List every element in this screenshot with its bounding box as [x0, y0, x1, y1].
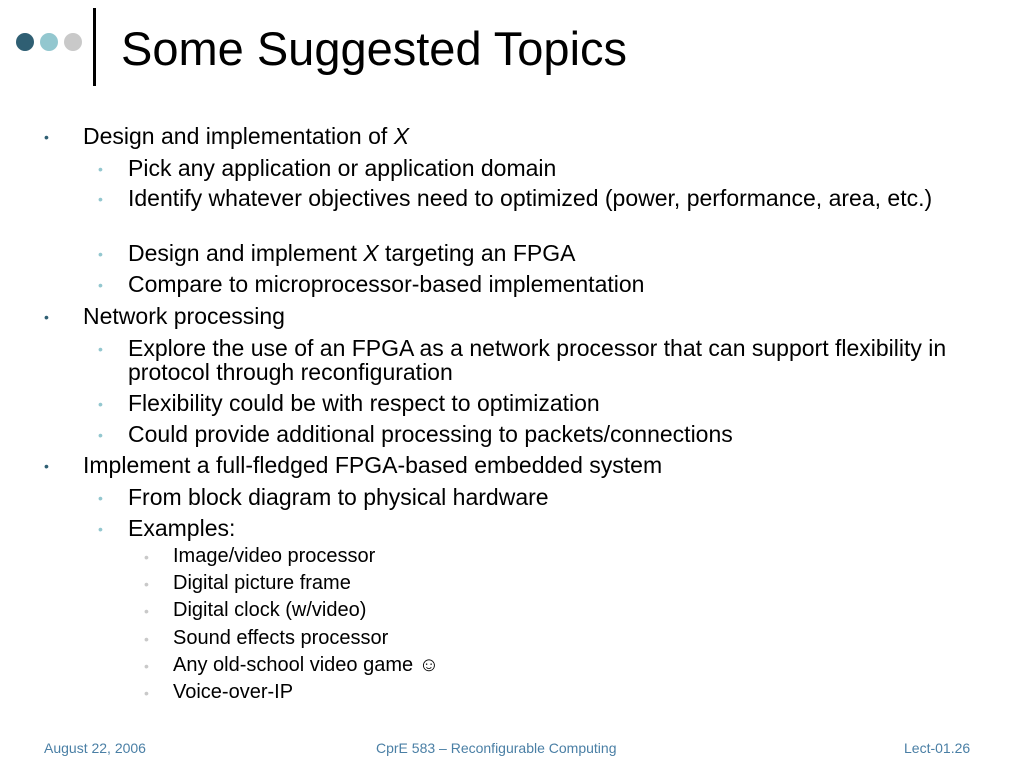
- sub-bullet-text: Design and implement: [128, 240, 364, 266]
- sub-bullet-text: From block diagram to physical hardware: [128, 484, 549, 510]
- footer-page-number: Lect-01.26: [904, 740, 971, 756]
- example-text: Image/video processor: [173, 545, 376, 567]
- sub-bullet-icon: •: [98, 427, 103, 443]
- sub-bullet-text: Identify whatever objectives need to optimized (power, performance, area, etc.): [128, 185, 933, 211]
- example-text: Digital clock (w/video): [173, 599, 367, 621]
- example-item: [144, 572, 351, 594]
- bullet-text: Network processing: [83, 303, 285, 329]
- example-item: [144, 545, 376, 567]
- sub-bullet-icon: •: [98, 490, 103, 506]
- sub-bullet-text: Pick any application or application domain: [128, 155, 557, 181]
- sub-bullet-icon: •: [98, 341, 103, 357]
- example-bullet-icon: •: [144, 549, 149, 565]
- sub-bullet-text-tail: targeting an FPGA: [378, 240, 576, 266]
- bullet-embedded-system: [44, 452, 663, 478]
- example-item: [144, 654, 440, 676]
- example-bullet-icon: •: [144, 576, 149, 592]
- sub-bullet-icon: •: [98, 277, 103, 293]
- example-text: Sound effects processor: [173, 627, 389, 649]
- sub-bullet-icon: •: [98, 191, 103, 207]
- sub-bullet: [98, 335, 978, 385]
- footer-course: CprE 583 – Reconfigurable Computing: [376, 740, 617, 756]
- example-item: [144, 627, 389, 649]
- bullet-icon: •: [44, 309, 49, 325]
- example-bullet-icon: •: [144, 685, 149, 701]
- sub-bullet-text: Compare to microprocessor-based implementation: [128, 271, 645, 297]
- sub-bullet-text: Explore the use of an FPGA as a network processor that can support flexibility in protocol through reconfiguration: [128, 335, 947, 385]
- bullet-design-implementation: [44, 123, 410, 149]
- sub-bullet-text: Flexibility could be with respect to optimization: [128, 390, 600, 416]
- example-text: Digital picture frame: [173, 572, 351, 594]
- footer-date: August 22, 2006: [44, 740, 146, 756]
- sub-bullet: [98, 484, 549, 510]
- example-text: Any old-school video game ☺: [173, 654, 440, 676]
- sub-bullet-text: Could provide additional processing to packets/connections: [128, 421, 733, 447]
- example-bullet-icon: •: [144, 631, 149, 647]
- bullet-text-variable: X: [393, 123, 410, 149]
- example-item: [144, 599, 367, 621]
- bullet-text: Design and implementation of: [83, 123, 394, 149]
- sub-bullet-icon: •: [98, 246, 103, 262]
- sub-bullet-icon: •: [98, 161, 103, 177]
- bullet-icon: •: [44, 458, 49, 474]
- bullet-icon: •: [44, 129, 49, 145]
- sub-bullet: [98, 271, 645, 297]
- example-item: [144, 681, 294, 703]
- example-bullet-icon: •: [144, 603, 149, 619]
- sub-bullet: [98, 185, 978, 211]
- sub-bullet-icon: •: [98, 396, 103, 412]
- bullet-text: Implement a full-fledged FPGA-based embedded system: [83, 452, 663, 478]
- sub-bullet-variable: X: [363, 240, 379, 266]
- sub-bullet: [98, 240, 576, 266]
- slide-title: Some Suggested Topics: [121, 22, 628, 75]
- sub-bullet: [98, 390, 600, 416]
- sub-bullet: [98, 421, 733, 447]
- sub-bullet: [98, 155, 557, 181]
- sub-bullet-icon: •: [98, 521, 103, 537]
- example-text: Voice-over-IP: [173, 681, 294, 703]
- example-bullet-icon: •: [144, 658, 149, 674]
- sub-bullet-text: Examples:: [128, 515, 236, 541]
- sub-bullet: [98, 515, 236, 541]
- bullet-network-processing: [44, 303, 285, 329]
